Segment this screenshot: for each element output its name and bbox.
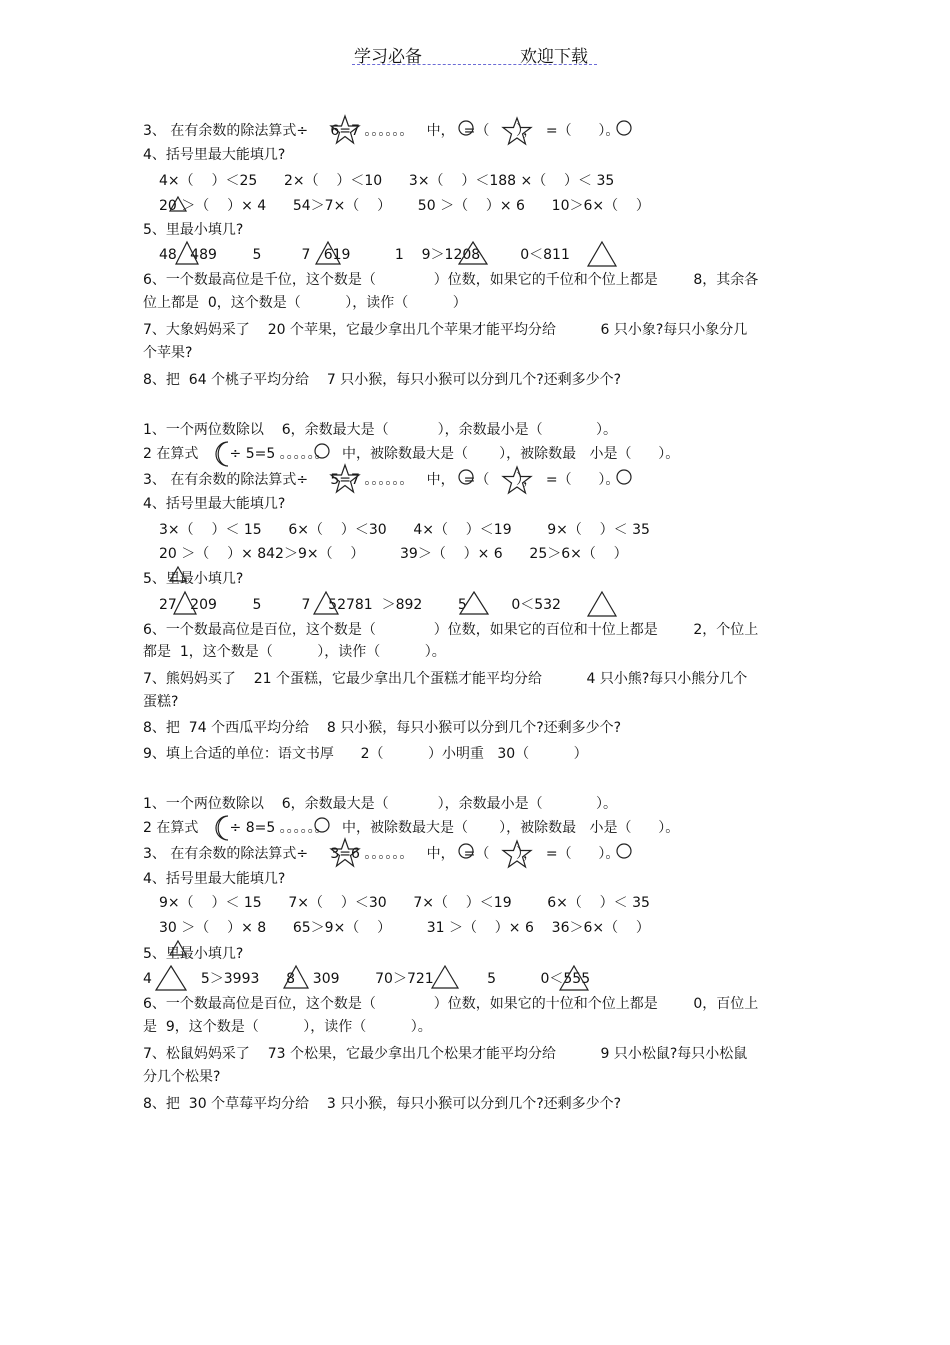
question-line: 9×（ ）＜ 15 7×（ ）＜30 7×（ ）＜19 6×（ ）＜ 35: [159, 895, 650, 911]
question-line: 20 ＞（ ）× 4 54＞7×（ ） 50 ＞（ ）× 6 10＞6×（ ）: [159, 198, 650, 214]
star-icon: [330, 115, 360, 145]
triangle-icon: [314, 240, 342, 266]
triangle-icon: [312, 590, 340, 616]
question-line: 3、 在有余数的除法算式÷ 5=7 。。。。。。 中， =（ ）， =（ ）。: [143, 472, 620, 488]
triangle-icon: [282, 964, 310, 990]
question-line: 5、里最小填几?: [143, 222, 244, 238]
question-line: 6、一个数最高位是千位，这个数是（ ）位数，如果它的千位和个位上都是 8，其余各: [143, 272, 759, 288]
circle-icon: [314, 441, 330, 461]
circle-icon: [458, 841, 474, 861]
question-line: 5、里最小填几?: [143, 946, 244, 962]
triangle-icon: [168, 939, 188, 957]
moon-icon: [212, 814, 234, 842]
moon-icon: [212, 440, 234, 468]
question-line: 6、一个数最高位是百位，这个数是（ ）位数，如果它的百位和十位上都是 2，个位上: [143, 622, 759, 638]
triangle-icon: [430, 964, 460, 990]
question-line: 分几个松果?: [143, 1069, 221, 1085]
question-line: 都是 1，这个数是（ ），读作（ ）。: [143, 644, 446, 660]
question-line: 1、一个两位数除以 6，余数最大是（ ），余数最小是（ ）。: [143, 422, 617, 438]
header-right-text: 欢迎下载: [520, 47, 588, 67]
star-icon: [330, 464, 360, 494]
circle-icon: [616, 467, 632, 487]
question-line: 4、括号里最大能填几?: [143, 496, 286, 512]
page-header: [352, 42, 597, 65]
triangle-icon: [168, 565, 188, 583]
question-line: 2 在算式 ÷ 8=5 。。。。。。 中，被除数最大是（ ），被除数最 小是（ ）。: [143, 820, 680, 836]
question-line: 30 ＞（ ）× 8 65＞9×（ ） 31 ＞（ ）× 6 36＞6×（ ）: [159, 920, 650, 936]
header-left-text: 学习必备: [354, 47, 422, 67]
question-line: 5、里最小填几?: [143, 571, 244, 587]
triangle-icon: [174, 240, 200, 266]
question-line: 6、一个数最高位是百位，这个数是（ ）位数，如果它的十位和个位上都是 0，百位上: [143, 996, 759, 1012]
question-line: 4、括号里最大能填几?: [143, 147, 286, 163]
question-line: 7、熊妈妈买了 21 个蛋糕，它最少拿出几个蛋糕才能平均分给 4 只小熊?每只小熊分几个: [143, 671, 748, 687]
circle-icon: [458, 467, 474, 487]
question-line: 48 489 5 7 619 1 9＞1208 0＜811: [159, 247, 570, 263]
triangle-icon: [586, 590, 618, 618]
star-icon: [502, 117, 532, 145]
question-line: 8、把 30 个草莓平均分给 3 只小猴，每只小猴可以分到几个?还剩多少个?: [143, 1096, 622, 1112]
question-line: 1、一个两位数除以 6，余数最大是（ ），余数最小是（ ）。: [143, 796, 617, 812]
question-line: 4×（ ）＜25 2×（ ）＜10 3×（ ）＜188 ×（ ）＜ 35: [159, 173, 615, 189]
circle-icon: [458, 118, 474, 138]
question-line: 是 9，这个数是（ ），读作（ ）。: [143, 1019, 432, 1035]
triangle-icon: [172, 590, 198, 616]
circle-icon: [314, 815, 330, 835]
triangle-icon: [168, 195, 188, 213]
question-line: 4、括号里最大能填几?: [143, 871, 286, 887]
star-icon: [502, 840, 532, 868]
triangle-icon: [558, 964, 590, 992]
triangle-icon: [154, 964, 188, 992]
question-line: 蛋糕?: [143, 694, 179, 710]
star-icon: [330, 838, 360, 868]
question-line: 2 在算式 ÷ 5=5 。。。。。。 中，被除数最大是（ ），被除数最 小是（ ）。: [143, 446, 680, 462]
question-line: 个苹果?: [143, 345, 193, 361]
question-line: 7、松鼠妈妈采了 73 个松果，它最少拿出几个松果才能平均分给 9 只小松鼠?每只小松鼠: [143, 1046, 748, 1062]
star-icon: [502, 466, 532, 494]
question-line: 8、把 64 个桃子平均分给 7 只小猴，每只小猴可以分到几个?还剩多少个?: [143, 372, 622, 388]
circle-icon: [616, 118, 632, 138]
question-line: 3×（ ）＜ 15 6×（ ）＜30 4×（ ）＜19 9×（ ）＜ 35: [159, 522, 650, 538]
question-line: 3、 在有余数的除法算式÷ 3=6 。。。。。。 中， =（ ）， =（ ）。: [143, 846, 620, 862]
triangle-icon: [586, 240, 618, 268]
question-line: 位上都是 0，这个数是（ ），读作（ ）: [143, 295, 467, 311]
circle-icon: [616, 841, 632, 861]
question-line: 3、 在有余数的除法算式÷ 6=7 。。。。。。 中， =（ ）， =（ ）。: [143, 123, 620, 139]
question-line: 27 209 5 7 52781 ＞892 5 0＜532: [159, 597, 561, 613]
question-line: 20 ＞（ ）× 842＞9×（ ） 39＞（ ）× 6 25＞6×（ ）: [159, 546, 628, 562]
question-line: 4 5＞3993 8 309 70＞721 5 0＜555: [143, 971, 591, 987]
question-line: 7、大象妈妈采了 20 个苹果，它最少拿出几个苹果才能平均分给 6 只小象?每只小象分几: [143, 322, 748, 338]
question-line: 9、填上合适的单位：语文书厚 2（ ）小明重 30（ ）: [143, 746, 588, 762]
triangle-icon: [458, 590, 490, 616]
triangle-icon: [457, 240, 489, 266]
question-line: 8、把 74 个西瓜平均分给 8 只小猴，每只小猴可以分到几个?还剩多少个?: [143, 720, 622, 736]
